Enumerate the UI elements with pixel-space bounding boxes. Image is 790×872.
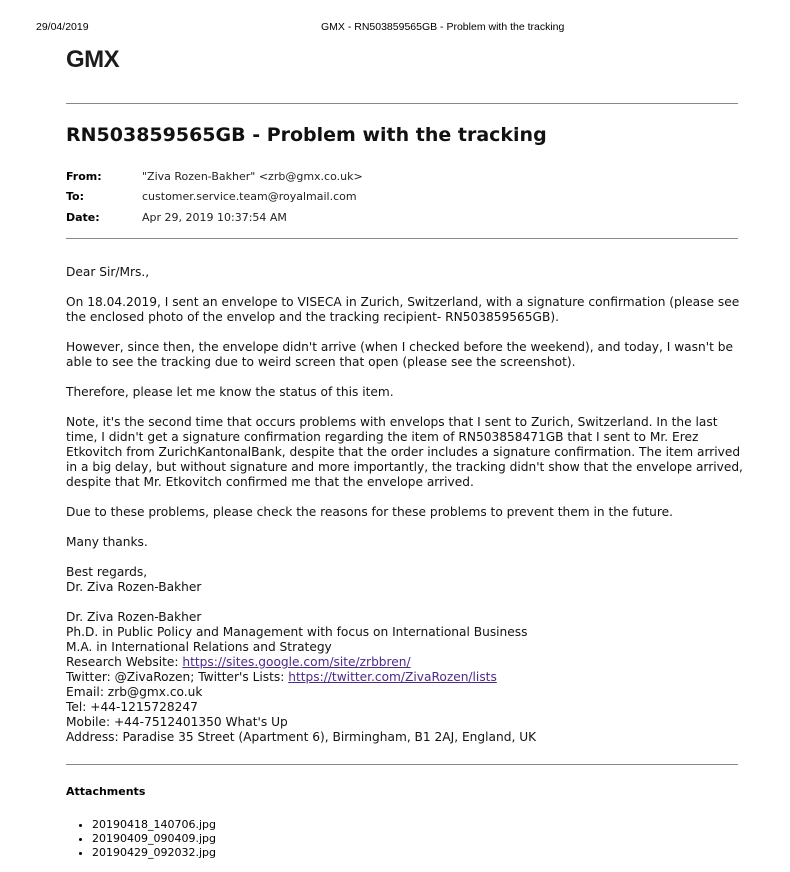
signature-tel: Tel: +44-1215728247 <box>66 700 198 714</box>
email-subject: RN503859565GB - Problem with the tracking <box>66 124 547 146</box>
body-paragraph-3: Therefore, please let me know the status of this item. <box>66 385 394 399</box>
thanks: Many thanks. <box>66 535 148 549</box>
body-paragraph-2: However, since then, the envelope didn't arrive (when I checked before the weekend), and today, I wasn't be able to see the tracking due to weird screen that open (please see the screenshot). <box>66 340 733 369</box>
to-row <box>66 187 363 208</box>
closing <box>66 565 746 595</box>
attachment-item[interactable]: • 20190429_092032.jpg <box>92 846 216 860</box>
date-label: Date: <box>66 210 100 224</box>
gmx-logo: GMX <box>66 46 120 73</box>
twitter-label: Twitter: @ZivaRozen; Twitter's Lists: <box>66 670 289 684</box>
signature-website-line <box>66 655 746 670</box>
body-paragraph-1: On 18.04.2019, I sent an envelope to VISECA in Zurich, Switzerland, with a signature confirmation (please see the enclosed photo of the envelop and the tracking recipient- RN503859565GB). <box>66 295 740 324</box>
website-label: Research Website: <box>66 655 183 669</box>
body-paragraph-4: Note, it's the second time that occurs problems with envelops that I sent to Zurich, Switzerland. In the last time, I didn't get a signature confirmation regarding the item of RN503858471GB that I sent to Mr. Erez Etkovitch from ZurichKantonalBank, despite that the order includes a signature confirmation. The item arrived in a big delay, but without signature and more importantly, the tracking didn't show that the envelope arrived, despite that Mr. Etkovitch confirmed me that the envelope arrived. <box>66 415 743 489</box>
attachment-item[interactable]: • 20190409_090409.jpg <box>92 832 216 846</box>
signature-mobile: Mobile: +44-7512401350 What's Up <box>66 715 288 729</box>
greeting: Dear Sir/Mrs., <box>66 265 150 279</box>
twitter-lists-link[interactable]: https://twitter.com/ZivaRozen/lists <box>288 670 497 684</box>
signature-twitter-line <box>66 670 746 685</box>
to-label: To: <box>66 190 84 204</box>
signature-name: Dr. Ziva Rozen-Bakher <box>66 610 202 624</box>
regards-name: Dr. Ziva Rozen-Bakher <box>66 580 202 594</box>
research-website-link[interactable]: https://sites.google.com/site/zrbbren/ <box>182 655 411 669</box>
from-row <box>66 166 363 187</box>
date-row <box>66 207 363 228</box>
attachment-item[interactable]: • 20190418_140706.jpg <box>92 818 216 832</box>
divider-header <box>66 238 738 239</box>
divider-top <box>66 103 738 104</box>
signature-block <box>66 610 746 745</box>
regards: Best regards, <box>66 565 148 579</box>
attachments-list <box>76 818 216 860</box>
date-value: Apr 29, 2019 10:37:54 AM <box>142 210 287 224</box>
signature-email: Email: zrb@gmx.co.uk <box>66 685 203 699</box>
print-date: 29/04/2019 <box>36 21 89 33</box>
email-meta <box>66 166 363 228</box>
from-value: "Ziva Rozen-Bakher" <zrb@gmx.co.uk> <box>142 169 363 183</box>
email-body <box>66 265 746 745</box>
body-paragraph-5: Due to these problems, please check the reasons for these problems to prevent them in the future. <box>66 505 673 519</box>
attachments-title: Attachments <box>66 785 146 798</box>
to-value: customer.service.team@royalmail.com <box>142 190 357 204</box>
signature-ma: M.A. in International Relations and Strategy <box>66 640 332 654</box>
signature-phd: Ph.D. in Public Policy and Management with focus on International Business <box>66 625 528 639</box>
signature-address: Address: Paradise 35 Street (Apartment 6), Birmingham, B1 2AJ, England, UK <box>66 730 537 744</box>
print-page-title: GMX - RN503859565GB - Problem with the tracking <box>321 21 565 33</box>
from-label: From: <box>66 169 102 183</box>
divider-attachments <box>66 764 738 765</box>
